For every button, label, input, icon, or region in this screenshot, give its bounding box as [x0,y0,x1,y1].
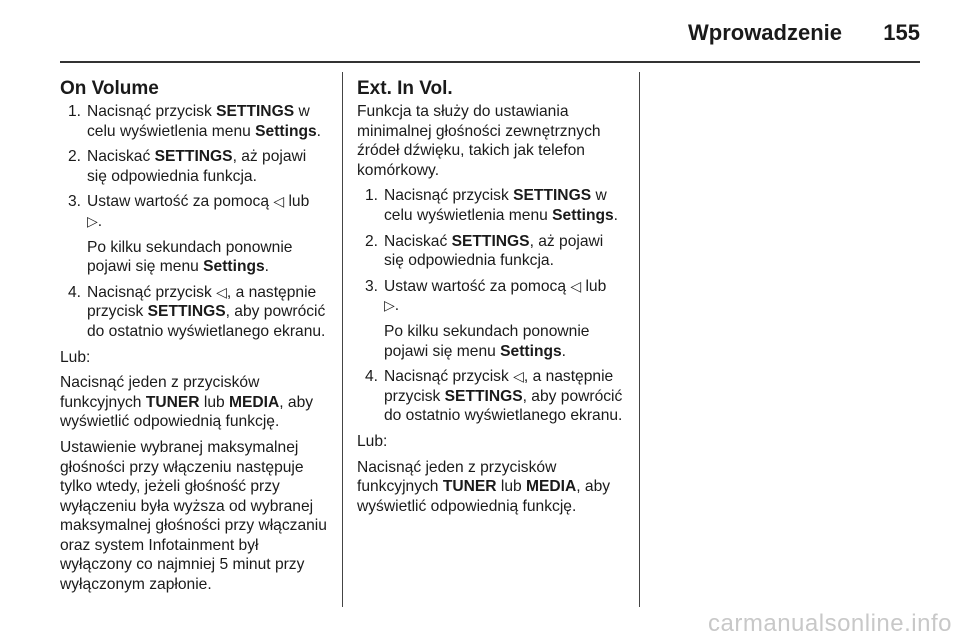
section-heading-ext-in-vol: Ext. In Vol. [357,78,453,99]
step-text: , aby powrócić do ostatnio wyświetlanego ekranu. [384,387,623,425]
tuner-paragraph [357,458,623,517]
step-number: 4. [68,283,82,301]
left-column [60,78,328,601]
left-arrow-icon: ◁ [273,193,285,210]
key-label: SETTINGS [451,232,530,250]
menu-label: Settings [203,258,265,276]
step-text: Naciskać [87,148,155,166]
step-number: 1. [365,187,379,205]
right-column [357,78,623,522]
step-text: Nacisnąć przycisk [384,187,514,205]
step-text: , aż pojawi się odpowiednia funkcja. [87,148,307,185]
step-text: , a następnie przycisk [87,283,317,321]
watermark: carmanualsonline.info [708,610,952,637]
menu-label: Settings [552,206,614,224]
key-label: MEDIA [229,393,280,411]
para-text: , aby wyświetlić odpowiednią funkcję. [357,478,611,515]
list-item [60,147,328,186]
step-text: w celu wyświetlenia menu [87,103,310,140]
key-label: SETTINGS [154,148,233,166]
page-number: 155 [883,20,920,45]
step-note [87,238,328,277]
right-arrow-icon: ▷ [384,297,395,314]
left-arrow-icon: ◁ [513,368,524,385]
section-heading-on-volume: On Volume [60,78,159,99]
para-text: lub [199,393,230,411]
list-item [60,283,328,342]
step-number: 3. [365,277,379,295]
step-number: 2. [365,232,379,250]
note-text: . [561,342,567,360]
key-label: MEDIA [526,478,577,496]
step-text: Nacisnąć przycisk [384,368,514,386]
intro-paragraph: Funkcja ta służy do ustawiania minimalnej głośności zewnętrznych źródeł dźwięku, takich jak telefon komórkowy. [357,103,601,179]
step-number: 3. [68,193,82,211]
para-text: Nacisnąć jeden z przycisków funkcyjnych [357,458,557,496]
step-text: . [97,212,103,230]
note-text: Po kilku sekundach ponownie pojawi się menu [87,238,293,276]
step-text: . [613,206,619,224]
step-text: Ustaw wartość za pomocą [384,277,571,295]
step-number: 2. [68,148,82,166]
menu-label: Settings [255,122,317,140]
step-number: 1. [68,103,82,120]
steps-list [357,186,623,426]
column-divider-left [342,72,343,607]
step-text: Nacisnąć przycisk [87,283,217,301]
list-item [357,277,623,361]
list-item [60,192,328,276]
chapter-title: Wprowadzenie [687,20,842,45]
step-text: lub [581,277,607,295]
left-arrow-icon: ◁ [216,283,227,300]
header-rule [60,61,920,63]
max-volume-paragraph: Ustawienie wybranej maksymalnej głośności przy włączeniu następuje tylko wtedy, jeżeli głośność przy wyłączeniu była wyższa od wybranej maksymalnej głośności przy włączaniu oraz system Infotainment był wyłączony co najmniej 5 minut przy wyłączonym zapłonie. [60,438,327,594]
key-label: SETTINGS [444,387,523,405]
key-label: TUNER [145,393,200,411]
column-divider-right [639,72,640,607]
list-item [357,367,623,426]
step-text: Ustaw wartość za pomocą [87,193,274,211]
list-item [357,186,623,225]
step-number: 4. [365,368,379,386]
step-text: , aż pojawi się odpowiednia funkcja. [384,232,604,270]
key-label: SETTINGS [147,303,226,321]
menu-label: Settings [500,342,562,360]
note-text: Po kilku sekundach ponownie pojawi się menu [384,322,590,360]
note-text: . [264,258,270,276]
step-text: , a następnie przycisk [384,368,614,405]
list-item [60,102,328,141]
key-label: SETTINGS [513,187,592,205]
step-text: lub [284,193,310,211]
para-text: Nacisnąć jeden z przycisków funkcyjnych [60,374,260,411]
or-label: Lub: [60,348,91,366]
key-label: TUNER [442,478,497,496]
step-text: . [394,297,400,315]
key-label: SETTINGS [216,103,295,120]
page-header [60,18,920,48]
step-text: , aby powrócić do ostatnio wyświetlanego ekranu. [87,303,326,340]
para-text: lub [496,478,527,496]
steps-list [60,102,328,342]
or-label: Lub: [357,432,388,450]
tuner-paragraph [60,373,328,432]
left-arrow-icon: ◁ [570,277,582,294]
right-arrow-icon: ▷ [87,212,98,229]
step-text: . [316,122,322,140]
list-item [357,232,623,271]
step-text: Nacisnąć przycisk [87,103,217,120]
step-note [384,322,623,361]
step-text: Naciskać [384,232,452,250]
para-text: , aby wyświetlić odpowiednią funkcję. [60,393,314,431]
step-text: w celu wyświetlenia menu [384,187,607,224]
